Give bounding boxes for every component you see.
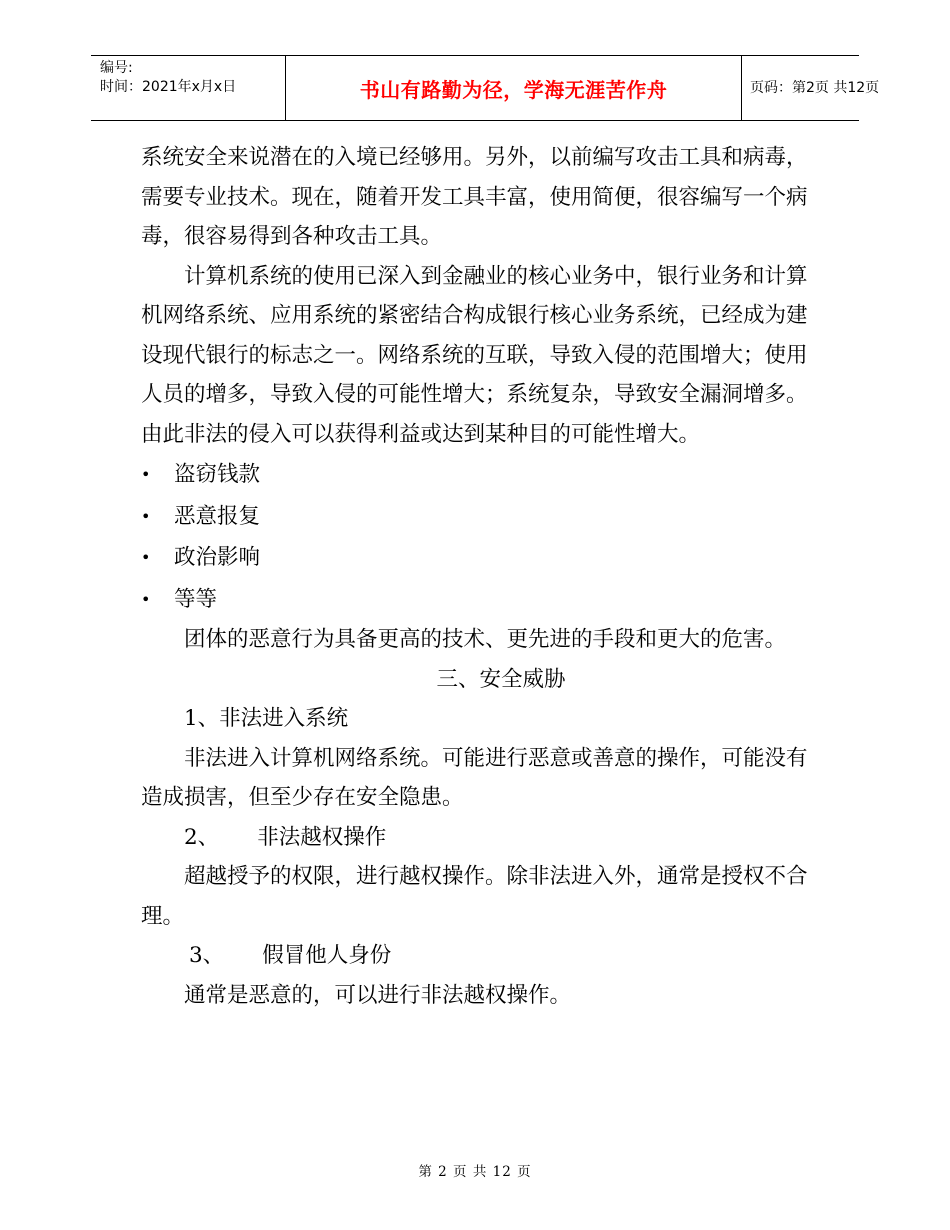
- header-page-number: 页码：第2页 共12页: [750, 80, 880, 96]
- paragraph-1: 系统安全来说潜在的入境已经够用。另外，以前编写攻击工具和病毒，需要专业技术。现在，随着开发工具丰富，使用简便，很容编写一个病毒，很容易得到各种攻击工具。: [141, 145, 808, 249]
- bullet-item: [141, 496, 821, 538]
- header-meta: [91, 56, 285, 120]
- header-motto-cell: [285, 56, 742, 120]
- header-page-cell: [742, 56, 880, 120]
- item-3-title: 假冒他人身份: [262, 943, 392, 968]
- paragraph-2: 计算机系统的使用已深入到金融业的核心业务中，银行业务和计算机网络系统、应用系统的紧密结合构成银行核心业务系统，已经成为建设现代银行的标志之一。网络系统的互联，导致入侵的范围增大；使用人员的增多，导致入侵的可能性增大；系统复杂，导致安全漏洞增多。由此非法的侵入可以获得利益或达到某种目的可能性增大。: [141, 263, 808, 447]
- bullet-item: [141, 579, 821, 621]
- bullet-icon: •: [141, 589, 151, 609]
- bullet-icon: •: [141, 548, 151, 567]
- paragraph-3: 团体的恶意行为具备更高的技术、更先进的手段和更大的危害。: [184, 627, 787, 652]
- page-footer: 第 2 页 共 12 页: [418, 1164, 532, 1180]
- item-2-heading: [141, 818, 821, 858]
- section-title: 三、安全威胁: [436, 666, 566, 692]
- item-3-text: 通常是恶意的，可以进行非法越权操作。: [184, 982, 572, 1008]
- bullet-text: 恶意报复: [174, 503, 261, 529]
- item-2-number: 2、: [184, 824, 220, 850]
- bullet-item: [141, 454, 821, 496]
- bullet-icon: •: [141, 465, 151, 484]
- item-1-text: 非法进入计算机网络系统。可能进行恶意或善意的操作，可能没有造成损害，但至少存在安全隐患。: [141, 745, 808, 810]
- document-time-label: 时间：2021年x月x日: [100, 79, 237, 95]
- item-3-number: 3、: [189, 943, 225, 968]
- page-header: [91, 55, 880, 121]
- bullet-text: 政治影响: [174, 545, 261, 570]
- bullet-icon: •: [141, 506, 151, 526]
- item-2-title: 非法越权操作: [257, 824, 387, 850]
- document-number-label: 编号:: [100, 60, 133, 76]
- bullet-text: 等等: [174, 586, 218, 612]
- item-1-title: 1、非法进入系统: [184, 706, 349, 731]
- bullet-list: [141, 454, 821, 620]
- bullet-text: 盗窃钱款: [174, 462, 261, 487]
- document-body: [141, 138, 821, 1015]
- item-2-text: 超越授予的权限，进行越权操作。除非法进入外，通常是授权不合理。: [141, 864, 808, 929]
- header-motto: 书山有路勤为径，学海无涯苦作舟: [359, 77, 668, 102]
- item-3-heading: [141, 936, 821, 976]
- bullet-item: [141, 537, 821, 579]
